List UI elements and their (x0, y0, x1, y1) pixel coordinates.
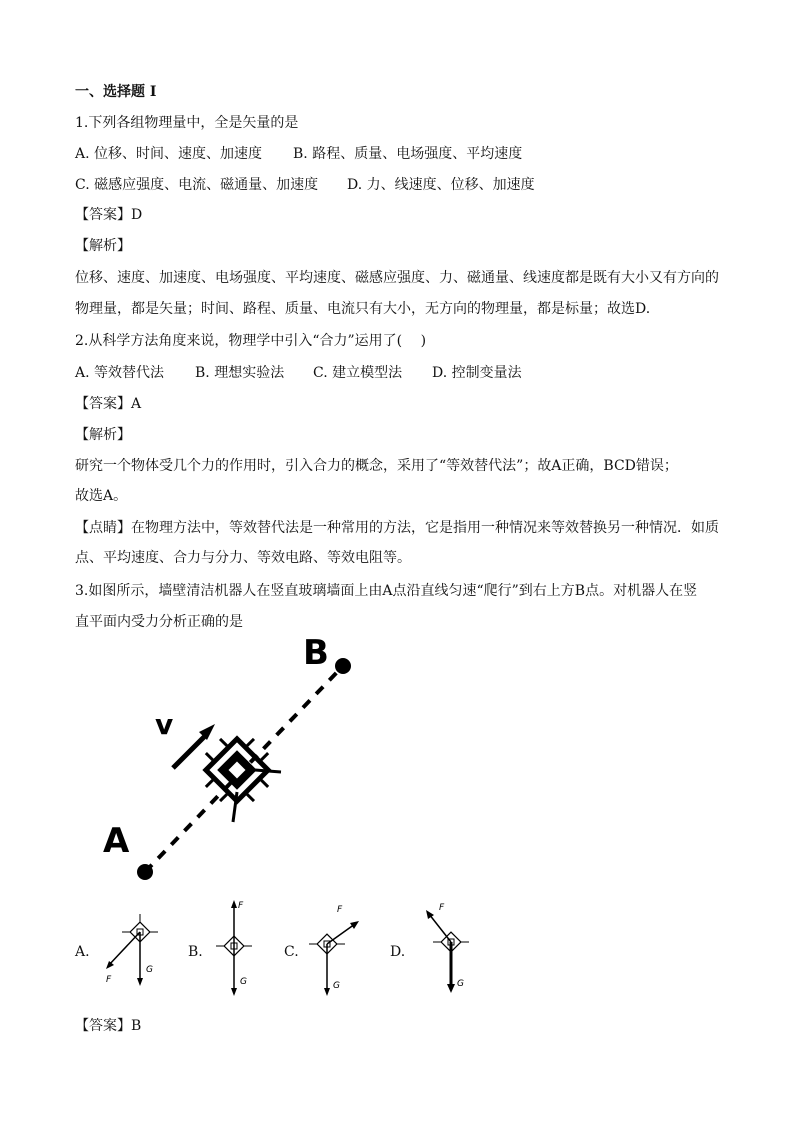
q2-option-c: C. 建立模型法 (313, 365, 403, 381)
q2-option-d: D. 控制变量法 (432, 365, 522, 381)
force-arrow (327, 924, 355, 944)
q2-stem: 2.从科学方法角度来说，物理学中引入“合力”运用了( ) (75, 333, 427, 349)
q3-choice-a-diagram (100, 900, 170, 990)
gravity-label: G (146, 965, 153, 975)
q3-choice-d-diagram (415, 898, 485, 1002)
q1-stem: 1.下列各组物理量中，全是矢量的是 (75, 115, 299, 131)
q1-option-c: C. 磁感应强度、电流、磁通量、加速度 (75, 177, 319, 193)
point-a-dot (137, 864, 153, 880)
q3-choice-b-letter: B. (188, 944, 203, 960)
force-arrow (108, 932, 140, 966)
q2-answer: 【答案】A (75, 396, 142, 412)
q1-analysis-line-1: 位移、速度、加速度、电场强度、平均速度、磁感应强度、力、磁通量、线速度都是既有大小又有方向的 (75, 270, 719, 286)
q3-choice-d-letter: D. (390, 944, 406, 960)
q2-option-b: B. 理想实验法 (195, 365, 285, 381)
q3-choice-b-diagram (210, 896, 260, 1000)
q1-analysis-label: 【解析】 (75, 238, 131, 254)
section-title: 一、选择题 I (75, 84, 157, 100)
label-v: v (155, 708, 174, 741)
force-label: F (106, 975, 112, 985)
label-b: B (303, 633, 329, 673)
q2-tip-line-2: 点、平均速度、合力与分力、等效电路、等效电阻等。 (75, 550, 411, 566)
q1-answer: 【答案】D (75, 207, 143, 223)
gravity-label: G (240, 977, 247, 987)
q2-option-a: A. 等效替代法 (75, 365, 165, 381)
point-b-dot (335, 658, 351, 674)
q1-analysis-line-2: 物理量，都是矢量；时间、路程、质量、电流只有大小，无方向的物理量，都是标量；故选D. (75, 301, 651, 317)
q3-choice-c-diagram (305, 900, 375, 1000)
force-label: F (439, 903, 445, 913)
label-a: A (103, 821, 130, 861)
gravity-label: G (457, 979, 464, 989)
q3-stem-line-2: 直平面内受力分析正确的是 (75, 614, 243, 630)
q2-analysis-line-1: 研究一个物体受几个力的作用时，引入合力的概念，采用了“等效替代法”；故A正确，BCD错误； (75, 458, 678, 474)
q1-option-b: B. 路程、质量、电场强度、平均速度 (293, 146, 523, 162)
q3-answer: 【答案】B (75, 1018, 142, 1034)
force-arrow (429, 914, 451, 942)
q3-choice-c-letter: C. (284, 944, 299, 960)
q1-option-a: A. 位移、时间、速度、加速度 (75, 146, 263, 162)
velocity-arrow (173, 734, 207, 768)
robot-path-figure (95, 630, 365, 890)
q2-analysis-label: 【解析】 (75, 427, 131, 443)
gravity-label: G (333, 981, 340, 991)
q3-choice-a-letter: A. (75, 944, 90, 960)
force-label: F (337, 905, 343, 915)
force-label: F (238, 901, 244, 911)
q2-analysis-line-2: 故选A。 (75, 488, 128, 504)
q3-stem-line-1: 3.如图所示，墙壁清洁机器人在竖直玻璃墙面上由A点沿直线匀速“爬行”到右上方B点。对机器人在竖 (75, 583, 698, 599)
q2-tip-line-1: 【点睛】在物理方法中，等效替代法是一种常用的方法，它是指用一种情况来等效替换另一种情况．如质 (75, 520, 719, 536)
q1-option-d: D. 力、线速度、位移、加速度 (347, 177, 535, 193)
